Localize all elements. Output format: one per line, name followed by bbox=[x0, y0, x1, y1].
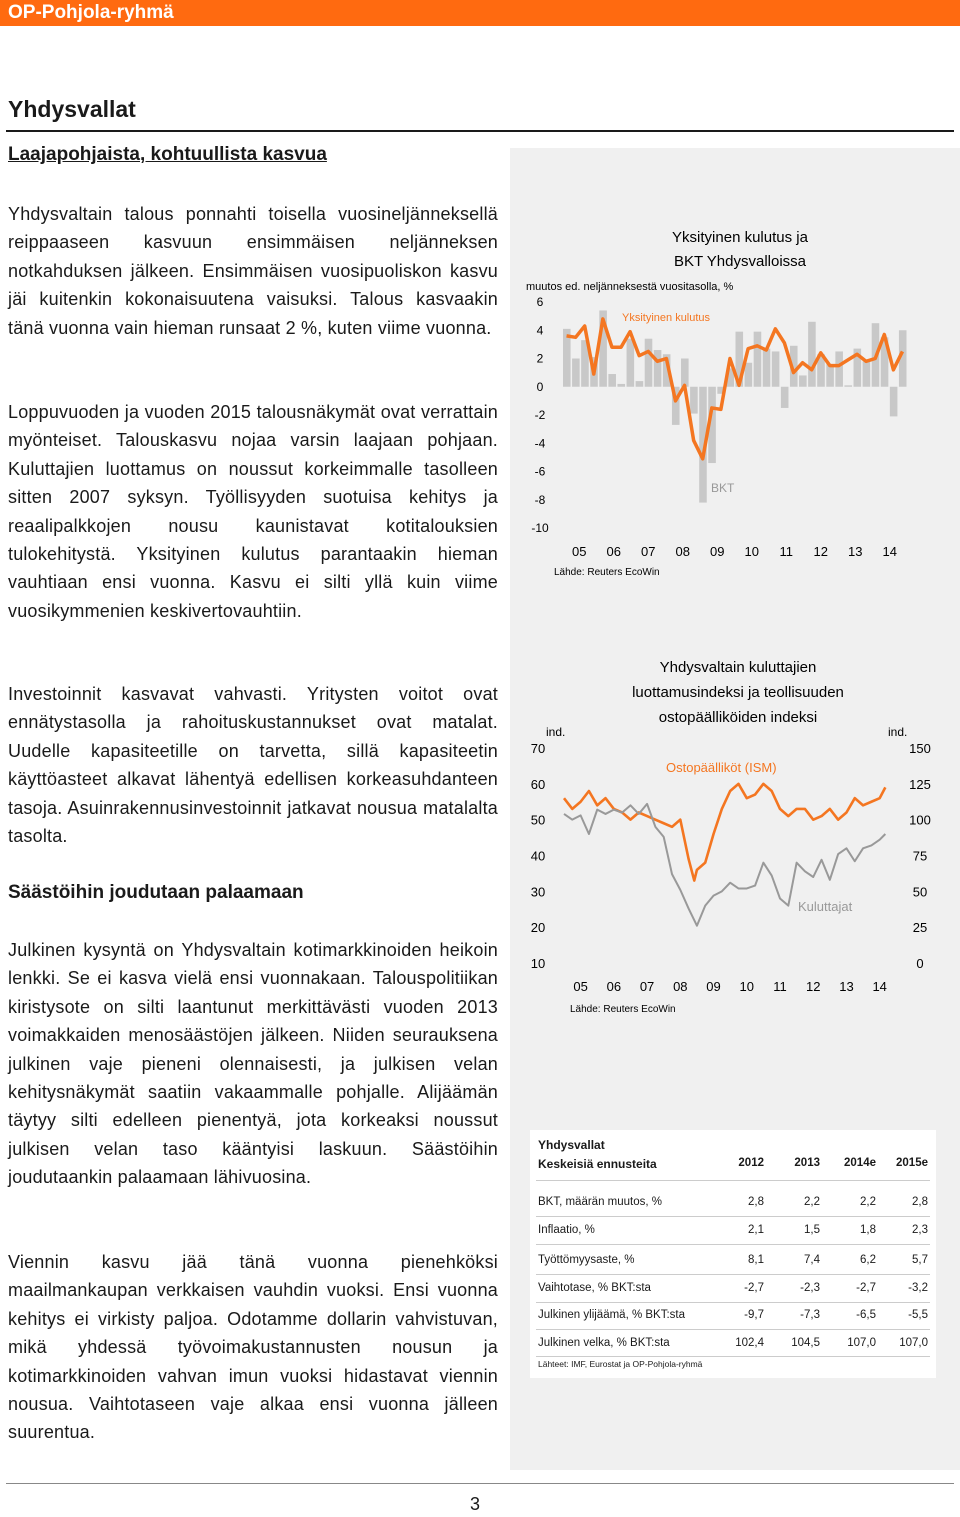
chart1-bar-gdp bbox=[745, 363, 753, 387]
table-rule bbox=[536, 1274, 930, 1275]
page-number: 3 bbox=[470, 1494, 481, 1514]
table-row-label: Julkinen ylijäämä, % BKT:sta bbox=[538, 1309, 686, 1321]
chart1-bar-gdp bbox=[617, 384, 625, 387]
chart2-xtick-label: 10 bbox=[739, 979, 755, 994]
table-row-label: Työttömyysaste, % bbox=[538, 1254, 635, 1266]
chart1-ytick-label: 4 bbox=[536, 323, 544, 338]
chart2-xtick-label: 11 bbox=[773, 979, 787, 994]
table-cell: -9,7 bbox=[744, 1309, 764, 1321]
table-rule bbox=[536, 1180, 930, 1181]
chart1-source: Lähde: Reuters EcoWin bbox=[554, 567, 660, 578]
table-cell: 104,5 bbox=[791, 1337, 820, 1349]
chart1-bar-gdp bbox=[754, 332, 762, 387]
table-row-label: Julkinen velka, % BKT:sta bbox=[538, 1337, 670, 1349]
table-rule bbox=[536, 1302, 930, 1303]
brand-name: OP-Pohjola-ryhmä bbox=[8, 2, 174, 23]
paragraph-3: Investoinnit kasvavat vahvasti. Yritysten voitot ovat ennätystasolla ja rahoituskustannukset ovat matalat. Uudelle kapasiteetille on tarvetta, sillä kapasiteetin käyttöasteet alkavat lähentyä edellisen korkeasuhdanteen tasoja. Asuinrakennusinvestoinnit jatkavat nousua matalalta tasolta. bbox=[8, 684, 498, 847]
chart2-left-ytick-label: 40 bbox=[530, 848, 546, 864]
chart1-ytick-label: -4 bbox=[534, 436, 546, 451]
table-cell: -2,3 bbox=[800, 1282, 820, 1294]
chart2-title-line3: ostopäälliköiden indeksi bbox=[658, 709, 818, 726]
chart1-bar-gdp bbox=[799, 375, 807, 386]
table-cell: 2,8 bbox=[912, 1196, 928, 1208]
chart1-bar-gdp bbox=[826, 364, 834, 387]
chart2-annotation-consumers: Kuluttajat bbox=[798, 899, 853, 914]
chart1-annotation-gdp: BKT bbox=[711, 481, 735, 495]
chart2-right-ytick-label: 25 bbox=[912, 920, 928, 936]
chart1-ytick-label: -6 bbox=[534, 464, 546, 479]
table-cell: 7,4 bbox=[804, 1254, 820, 1266]
footer-divider bbox=[6, 1483, 954, 1484]
table-cell: -2,7 bbox=[856, 1282, 876, 1294]
table-row-label: BKT, määrän muutos, % bbox=[538, 1196, 662, 1208]
chart1-xtick-label: 07 bbox=[641, 544, 656, 559]
table-cell: -6,5 bbox=[856, 1309, 876, 1321]
chart1-bar-gdp bbox=[654, 350, 662, 387]
chart2-left-ytick-label: 60 bbox=[530, 776, 546, 792]
table-year-2013: 2013 bbox=[794, 1157, 820, 1169]
table-heading: Keskeisiä ennusteita bbox=[538, 1157, 657, 1171]
chart1-xtick-label: 14 bbox=[882, 544, 897, 559]
chart2-left-ytick-label: 50 bbox=[530, 812, 546, 828]
chart1-xtick-label: 05 bbox=[572, 544, 587, 559]
table-cell: 102,4 bbox=[735, 1337, 764, 1349]
table-rule bbox=[536, 1356, 930, 1357]
chart2-right-ytick-label: 100 bbox=[909, 812, 931, 828]
chart2-xtick-label: 08 bbox=[673, 979, 688, 994]
chart2-xtick-label: 12 bbox=[805, 979, 821, 994]
chart1-bar-gdp bbox=[690, 387, 698, 414]
chart1-xtick-label: 10 bbox=[744, 544, 759, 559]
paragraph-5: Viennin kasvu jää tänä vuonna pienehköksi maailmankaupan verkkaisen vauhdin vuoksi. Ensi vuonna kehitys ei virkisty paljoa. Odotamme dollarin vahvistuvan, mikä yhdessä työvoimakustannusten nousun ja kotimarkkinoiden vahvan imun vuoksi hidastavat viennin nousua. Vaihtotaseen vaje alkaa ensi vuonna jälleen suurentua. bbox=[8, 1252, 498, 1443]
chart2-title-line1: Yhdysvaltain kuluttajien bbox=[659, 659, 817, 676]
table-cell: 2,2 bbox=[804, 1196, 820, 1208]
table-cell: 8,1 bbox=[748, 1254, 764, 1266]
section-title: Yhdysvallat bbox=[8, 96, 136, 122]
paragraph-4: Julkinen kysyntä on Yhdysvaltain kotimarkkinoiden heikoin lenkki. Se ei kasva vielä ensi vuonnakaan. Talouspolitiikan kiristysote on silti laantunut merkittävästi vuoden 2013 voimakkaiden menosäästöjen jälkeen. Niiden seurauksena julkinen vaje pieneni olennaisesti, ja julkisen velan kehitysnäkymät saatiin vakaammalle pohjalle. Alijäämän täytyy silti edelleen pienentyä, jota korkeaksi noussut julkisen velan taso kääntyisi laskuun. Säästöihin joudutaankin palaamaan lähivuosina. bbox=[8, 940, 498, 1188]
chart2-right-ytick-label: 125 bbox=[909, 776, 931, 792]
table-cell: -2,7 bbox=[744, 1282, 764, 1294]
chart-confidence-ism-svg bbox=[510, 652, 960, 1022]
chart1-ytick-label: -8 bbox=[534, 492, 546, 507]
chart2-left-axis-label: ind. bbox=[546, 725, 566, 739]
table-year-2014e: 2014e bbox=[844, 1157, 876, 1169]
chart2-source: Lähde: Reuters EcoWin bbox=[570, 1004, 676, 1015]
table-year-2012: 2012 bbox=[738, 1157, 764, 1169]
chart1-bar-gdp bbox=[627, 339, 635, 387]
chart1-annotation-consumption: Yksityinen kulutus bbox=[622, 312, 711, 324]
chart2-annotation-ism: Ostopäälliköt (ISM) bbox=[666, 760, 777, 775]
table-cell: -7,3 bbox=[800, 1309, 820, 1321]
table-cell: 107,0 bbox=[899, 1337, 928, 1349]
table-cell: 2,1 bbox=[748, 1224, 764, 1236]
table-title: Yhdysvallat bbox=[538, 1138, 605, 1152]
table-row-label: Vaihtotase, % BKT:sta bbox=[538, 1282, 651, 1294]
chart1-bar-gdp bbox=[645, 339, 653, 387]
chart1-bar-gdp bbox=[808, 322, 816, 387]
chart2-right-ytick-label: 50 bbox=[912, 884, 928, 900]
chart1-ytick-label: 2 bbox=[536, 351, 544, 366]
chart1-ytick-label: -2 bbox=[534, 408, 546, 422]
chart1-bar-gdp bbox=[681, 359, 689, 387]
chart1-ytick-label: 6 bbox=[536, 295, 544, 309]
chart2-line-ism bbox=[564, 784, 885, 881]
subtitle: Laajapohjaista, kohtuullista kasvua bbox=[8, 144, 327, 165]
chart1-bar-gdp bbox=[781, 387, 789, 408]
chart1-bar-gdp bbox=[636, 381, 644, 387]
table-cell: -5,5 bbox=[908, 1309, 928, 1321]
paragraph-2: Loppuvuoden ja vuoden 2015 talousnäkymät ovat verrattain myönteiset. Talouskasvu nojaa varsin laajaan pohjaan. Kuluttajien luottamus on noussut korkeimmalle tasolleen sitten 2007 syksyn. Työllisyyden suotuisa kehitys ja reaalipalkkojen nousu kaunistavat kotitalouksien tulokehitystä. Yksityinen kulutus parantaakin hieman vauhtiaan ensi vuonna. Kasvu ei silti yllä kuin viime vuosikymmenien keskivertovauhtiin. bbox=[8, 402, 498, 621]
chart1-line-consumption bbox=[567, 319, 903, 459]
chart1-bar-gdp bbox=[608, 374, 616, 387]
title-divider bbox=[6, 130, 954, 132]
chart2-xtick-label: 09 bbox=[706, 979, 721, 994]
chart1-ytick-label: -10 bbox=[531, 521, 549, 535]
chart-confidence-ism bbox=[510, 652, 960, 1022]
table-rule bbox=[536, 1244, 930, 1245]
chart2-xtick-label: 07 bbox=[639, 979, 655, 994]
chart2-xtick-label: 13 bbox=[839, 979, 854, 994]
chart1-bar-gdp bbox=[772, 351, 780, 386]
chart1-xtick-label: 06 bbox=[606, 544, 621, 559]
table-cell: 1,5 bbox=[804, 1224, 820, 1236]
chart1-ylabel: muutos ed. neljänneksestä vuositasolla, % bbox=[526, 281, 734, 293]
table-cell: 2,3 bbox=[912, 1224, 928, 1236]
chart2-right-ytick-label: 75 bbox=[912, 848, 928, 864]
chart-consumption-gdp bbox=[510, 222, 960, 582]
chart2-left-ytick-label: 20 bbox=[530, 920, 546, 936]
table-cell: 6,2 bbox=[860, 1254, 876, 1266]
chart2-left-ytick-label: 70 bbox=[530, 741, 546, 756]
chart1-xtick-label: 08 bbox=[675, 544, 690, 559]
chart1-bar-gdp bbox=[863, 361, 871, 386]
chart2-xtick-label: 06 bbox=[606, 979, 622, 994]
table-rule bbox=[536, 1216, 930, 1217]
chart1-bar-gdp bbox=[835, 351, 843, 386]
paragraph-1: Yhdysvaltain talous ponnahti toisella vuosineljänneksellä reippaaseen kasvuun ensimmäisen neljänneksen notkahduksen jälkeen. Ensimmäisen vuosipuoliskon kasvu jäi kuitenkin kokonaisuutena vaisuksi. Talous kasvaakin tänä vuonna vain hieman runsaat 2 %, kuten viime vuonna. bbox=[8, 204, 498, 338]
chart1-xtick-label: 12 bbox=[813, 544, 828, 559]
chart2-xtick-label: 05 bbox=[573, 979, 588, 994]
chart2-right-ytick-label: 0 bbox=[916, 956, 924, 971]
chart2-xtick-label: 14 bbox=[872, 979, 887, 994]
chart1-ytick-label: 0 bbox=[536, 379, 544, 394]
chart1-bar-gdp bbox=[844, 385, 852, 386]
chart1-title-line1: Yksityinen kulutus ja bbox=[672, 229, 808, 246]
chart1-title-line2: BKT Yhdysvalloissa bbox=[673, 253, 807, 270]
table-source: Lähteet: IMF, Eurostat ja OP-Pohjola-ryhmä bbox=[538, 1359, 703, 1369]
chart2-left-ytick-label: 10 bbox=[530, 956, 546, 971]
chart-consumption-gdp-svg bbox=[510, 222, 960, 582]
chart2-right-ytick-label: 150 bbox=[909, 741, 931, 756]
table-cell: 107,0 bbox=[847, 1337, 876, 1349]
subhead-savings: Säästöihin joudutaan palaamaan bbox=[8, 882, 304, 903]
forecast-table bbox=[530, 1130, 936, 1378]
header-bar bbox=[0, 0, 960, 26]
chart2-right-axis-label: ind. bbox=[888, 725, 908, 739]
chart1-xtick-label: 09 bbox=[710, 544, 725, 559]
table-cell: -3,2 bbox=[908, 1282, 928, 1294]
table-cell: 2,2 bbox=[860, 1196, 876, 1208]
chart1-bar-gdp bbox=[890, 387, 898, 417]
table-cell: 5,7 bbox=[912, 1254, 928, 1266]
table-cell: 2,8 bbox=[748, 1196, 764, 1208]
table-year-2015e: 2015e bbox=[896, 1157, 928, 1169]
chart2-left-ytick-label: 30 bbox=[530, 884, 546, 900]
chart1-bar-gdp bbox=[572, 359, 580, 387]
table-row-label: Inflaatio, % bbox=[538, 1224, 595, 1236]
chart1-xtick-label: 11 bbox=[779, 544, 793, 559]
table-rule bbox=[536, 1329, 930, 1330]
table-cell: 1,8 bbox=[860, 1224, 876, 1236]
chart2-title-line2: luottamusindeksi ja teollisuuden bbox=[632, 684, 844, 701]
chart1-bar-gdp bbox=[763, 349, 771, 387]
chart1-xtick-label: 13 bbox=[848, 544, 863, 559]
